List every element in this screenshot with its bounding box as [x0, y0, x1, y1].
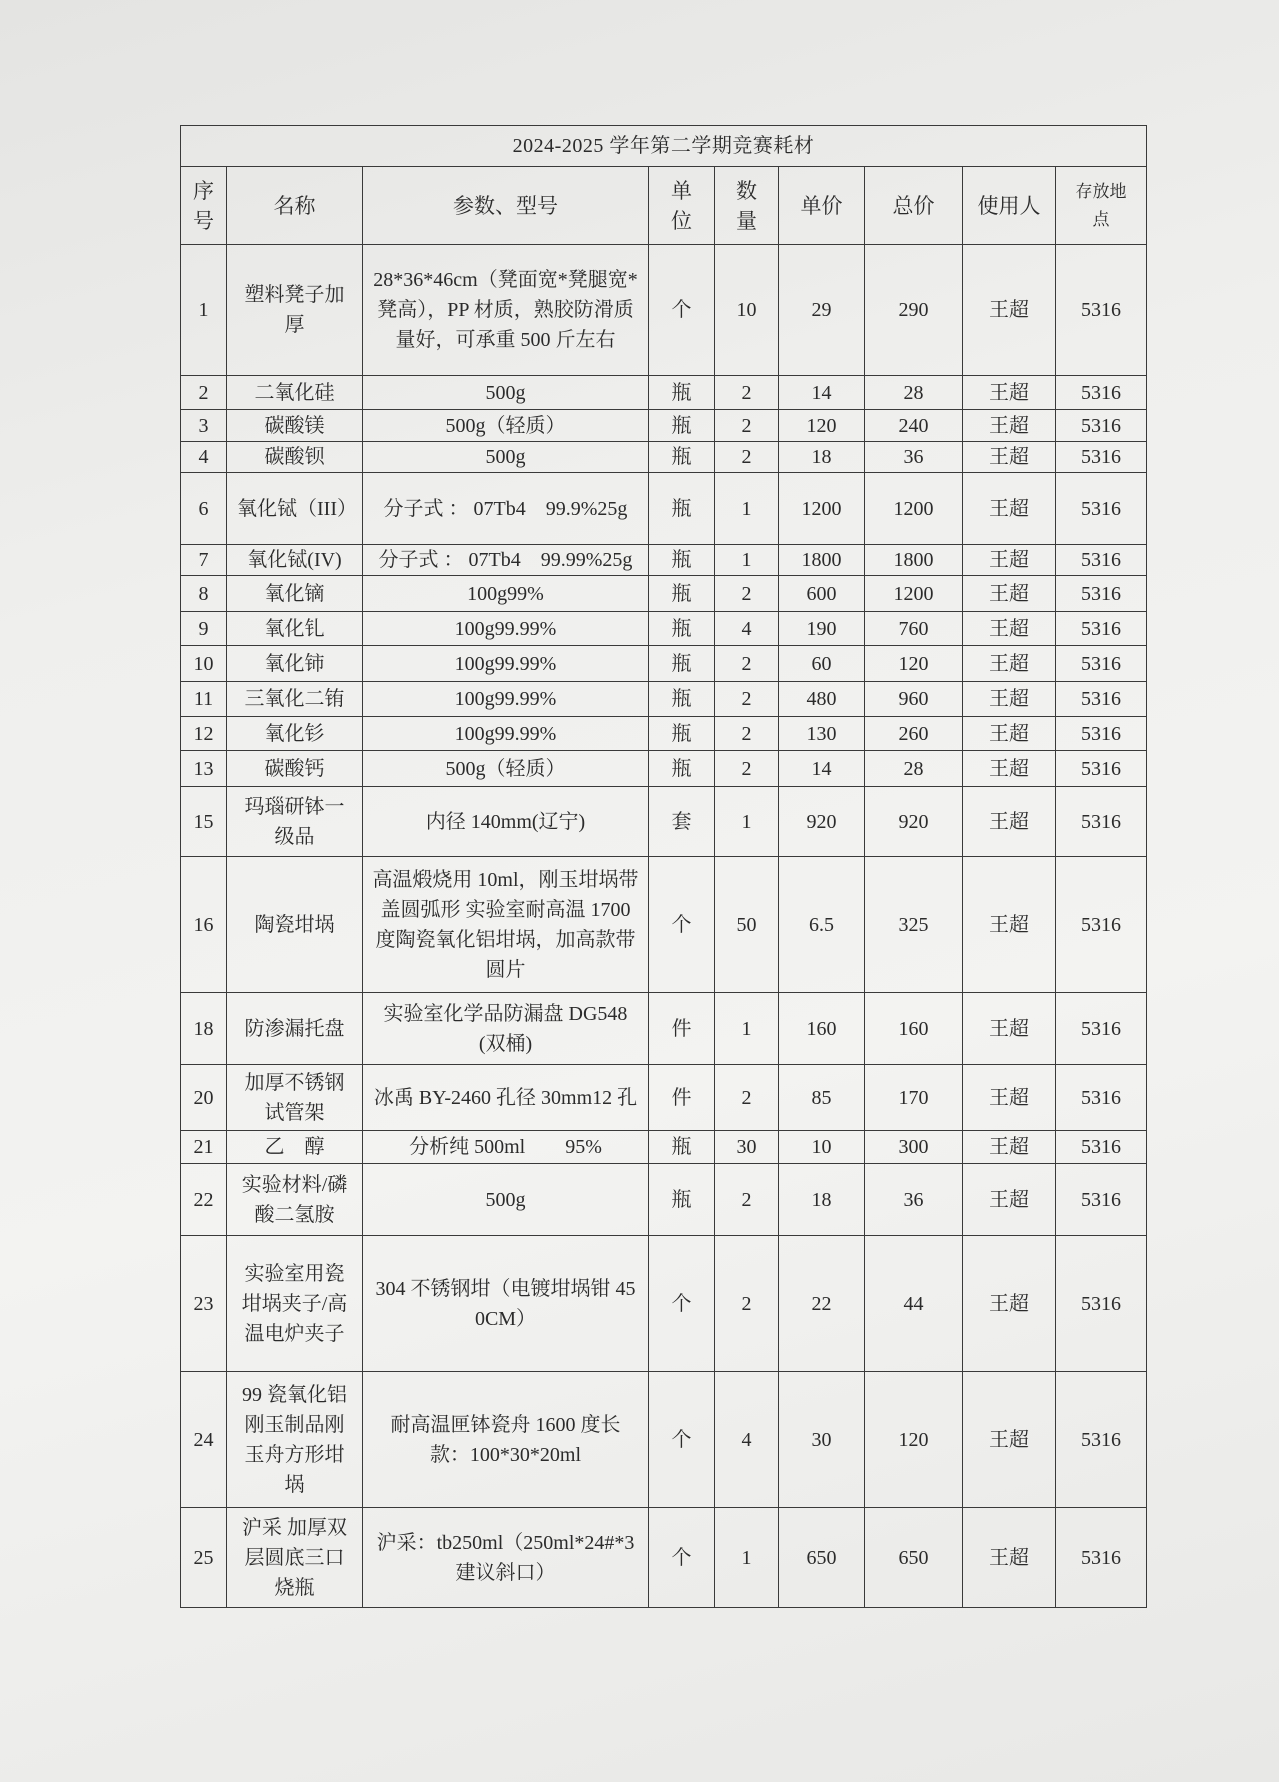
cell-total: 325 [865, 857, 963, 993]
cell-qty: 10 [715, 245, 779, 376]
cell-qty: 2 [715, 1236, 779, 1372]
cell-location: 5316 [1056, 410, 1147, 442]
cell-no: 4 [181, 442, 227, 473]
cell-spec: 内径 140mm(辽宁) [363, 787, 649, 857]
cell-no: 2 [181, 376, 227, 410]
cell-no: 11 [181, 682, 227, 717]
cell-price: 29 [779, 245, 865, 376]
cell-total: 28 [865, 376, 963, 410]
table-row [181, 410, 1147, 442]
cell-price: 30 [779, 1372, 865, 1508]
cell-no: 20 [181, 1065, 227, 1131]
cell-qty: 2 [715, 410, 779, 442]
cell-name: 沪采 加厚双层圆底三口烧瓶 [227, 1508, 363, 1608]
cell-total: 290 [865, 245, 963, 376]
cell-total: 1800 [865, 545, 963, 576]
cell-total: 1200 [865, 473, 963, 545]
cell-price: 120 [779, 410, 865, 442]
cell-location: 5316 [1056, 857, 1147, 993]
cell-user: 王超 [963, 751, 1056, 787]
cell-spec: 分子式 ： 07Tb4 99.99%25g [363, 545, 649, 576]
cell-name: 99 瓷氧化铝刚玉制品刚玉舟方形坩埚 [227, 1372, 363, 1508]
cell-location: 5316 [1056, 473, 1147, 545]
cell-no: 21 [181, 1131, 227, 1164]
cell-unit: 瓶 [649, 1131, 715, 1164]
cell-price: 18 [779, 1164, 865, 1236]
cell-spec: 500g [363, 376, 649, 410]
cell-spec: 500g [363, 1164, 649, 1236]
cell-user: 王超 [963, 717, 1056, 751]
cell-spec: 100g99.99% [363, 646, 649, 682]
cell-no: 16 [181, 857, 227, 993]
cell-unit: 个 [649, 1236, 715, 1372]
cell-user: 王超 [963, 1372, 1056, 1508]
cell-total: 1200 [865, 576, 963, 612]
cell-location: 5316 [1056, 612, 1147, 646]
cell-spec: 分子式 ： 07Tb4 99.9%25g [363, 473, 649, 545]
cell-name: 陶瓷坩埚 [227, 857, 363, 993]
cell-no: 10 [181, 646, 227, 682]
cell-unit: 瓶 [649, 751, 715, 787]
cell-user: 王超 [963, 993, 1056, 1065]
cell-total: 300 [865, 1131, 963, 1164]
header-no-label: 序号 [193, 178, 214, 233]
cell-name: 氧化铽(IV) [227, 545, 363, 576]
cell-location: 5316 [1056, 682, 1147, 717]
cell-location: 5316 [1056, 787, 1147, 857]
cell-qty: 2 [715, 576, 779, 612]
cell-qty: 30 [715, 1131, 779, 1164]
cell-location: 5316 [1056, 576, 1147, 612]
cell-no: 8 [181, 576, 227, 612]
cell-location: 5316 [1056, 245, 1147, 376]
cell-price: 85 [779, 1065, 865, 1131]
cell-unit: 瓶 [649, 473, 715, 545]
cell-qty: 2 [715, 717, 779, 751]
header-location-label: 存放地点 [1075, 181, 1127, 229]
cell-name: 二氧化硅 [227, 376, 363, 410]
cell-unit: 瓶 [649, 612, 715, 646]
cell-total: 28 [865, 751, 963, 787]
cell-no: 1 [181, 245, 227, 376]
cell-name: 实验材料/磷酸二氢胺 [227, 1164, 363, 1236]
cell-spec: 100g99.99% [363, 717, 649, 751]
cell-price: 1800 [779, 545, 865, 576]
cell-price: 14 [779, 751, 865, 787]
cell-price: 190 [779, 612, 865, 646]
cell-price: 10 [779, 1131, 865, 1164]
cell-unit: 个 [649, 245, 715, 376]
cell-name: 碳酸钡 [227, 442, 363, 473]
cell-no: 7 [181, 545, 227, 576]
cell-no: 15 [181, 787, 227, 857]
cell-unit: 件 [649, 993, 715, 1065]
cell-name: 氧化钆 [227, 612, 363, 646]
cell-user: 王超 [963, 1065, 1056, 1131]
cell-user: 王超 [963, 1164, 1056, 1236]
header-qty-label: 数量 [736, 178, 757, 233]
cell-location: 5316 [1056, 993, 1147, 1065]
header-unit [649, 167, 715, 245]
cell-total: 170 [865, 1065, 963, 1131]
cell-total: 240 [865, 410, 963, 442]
header-qty [715, 167, 779, 245]
cell-qty: 4 [715, 612, 779, 646]
header-location [1056, 167, 1147, 245]
cell-unit: 瓶 [649, 376, 715, 410]
cell-name: 氧化铽（III） [227, 473, 363, 545]
cell-unit: 瓶 [649, 442, 715, 473]
cell-total: 160 [865, 993, 963, 1065]
cell-unit: 瓶 [649, 410, 715, 442]
cell-price: 600 [779, 576, 865, 612]
cell-user: 王超 [963, 376, 1056, 410]
cell-location: 5316 [1056, 1131, 1147, 1164]
cell-no: 6 [181, 473, 227, 545]
cell-spec: 100g99.99% [363, 612, 649, 646]
cell-no: 12 [181, 717, 227, 751]
cell-spec: 冰禹 BY-2460 孔径 30mm12 孔 [363, 1065, 649, 1131]
cell-spec: 沪采：tb250ml（250ml*24#*3 建议斜口） [363, 1508, 649, 1608]
cell-qty: 4 [715, 1372, 779, 1508]
cell-user: 王超 [963, 1236, 1056, 1372]
cell-qty: 1 [715, 993, 779, 1065]
cell-qty: 2 [715, 751, 779, 787]
table-row [181, 682, 1147, 717]
cell-user: 王超 [963, 576, 1056, 612]
table-row [181, 545, 1147, 576]
cell-name: 塑料凳子加厚 [227, 245, 363, 376]
table-row [181, 1164, 1147, 1236]
cell-price: 920 [779, 787, 865, 857]
cell-total: 44 [865, 1236, 963, 1372]
cell-location: 5316 [1056, 545, 1147, 576]
cell-spec: 500g（轻质） [363, 410, 649, 442]
cell-qty: 2 [715, 442, 779, 473]
cell-unit: 个 [649, 1508, 715, 1608]
cell-spec: 500g [363, 442, 649, 473]
cell-name: 碳酸钙 [227, 751, 363, 787]
table-row [181, 473, 1147, 545]
table-row [181, 442, 1147, 473]
cell-price: 130 [779, 717, 865, 751]
cell-no: 9 [181, 612, 227, 646]
table-body [181, 245, 1147, 1608]
cell-name: 乙 醇 [227, 1131, 363, 1164]
cell-location: 5316 [1056, 646, 1147, 682]
cell-unit: 套 [649, 787, 715, 857]
cell-user: 王超 [963, 857, 1056, 993]
cell-user: 王超 [963, 682, 1056, 717]
cell-unit: 个 [649, 857, 715, 993]
cell-user: 王超 [963, 545, 1056, 576]
cell-location: 5316 [1056, 1065, 1147, 1131]
cell-price: 650 [779, 1508, 865, 1608]
cell-unit: 瓶 [649, 717, 715, 751]
table-row [181, 1236, 1147, 1372]
cell-qty: 2 [715, 646, 779, 682]
cell-qty: 50 [715, 857, 779, 993]
cell-user: 王超 [963, 245, 1056, 376]
cell-no: 13 [181, 751, 227, 787]
cell-spec: 100g99% [363, 576, 649, 612]
table-row [181, 1065, 1147, 1131]
cell-unit: 瓶 [649, 545, 715, 576]
table-row [181, 646, 1147, 682]
table-title: 2024-2025 学年第二学期竞赛耗材 [181, 126, 1147, 167]
cell-name: 氧化钐 [227, 717, 363, 751]
cell-location: 5316 [1056, 442, 1147, 473]
table-row [181, 376, 1147, 410]
header-no [181, 167, 227, 245]
cell-price: 18 [779, 442, 865, 473]
cell-qty: 1 [715, 545, 779, 576]
cell-user: 王超 [963, 646, 1056, 682]
cell-total: 36 [865, 442, 963, 473]
header-name: 名称 [227, 167, 363, 245]
cell-unit: 件 [649, 1065, 715, 1131]
cell-qty: 1 [715, 1508, 779, 1608]
cell-user: 王超 [963, 473, 1056, 545]
cell-no: 24 [181, 1372, 227, 1508]
cell-name: 碳酸镁 [227, 410, 363, 442]
table-row [181, 612, 1147, 646]
table-title-row [181, 126, 1147, 167]
cell-total: 650 [865, 1508, 963, 1608]
table-row [181, 787, 1147, 857]
table-row [181, 576, 1147, 612]
header-user: 使用人 [963, 167, 1056, 245]
table-row [181, 857, 1147, 993]
cell-unit: 瓶 [649, 1164, 715, 1236]
cell-spec: 100g99.99% [363, 682, 649, 717]
cell-name: 实验室用瓷坩埚夹子/高温电炉夹子 [227, 1236, 363, 1372]
cell-unit: 个 [649, 1372, 715, 1508]
cell-unit: 瓶 [649, 576, 715, 612]
cell-qty: 2 [715, 682, 779, 717]
cell-price: 22 [779, 1236, 865, 1372]
cell-spec: 304 不锈钢坩（电镀坩埚钳 450CM） [363, 1236, 649, 1372]
header-price: 单价 [779, 167, 865, 245]
consumables-sheet [180, 125, 1146, 1608]
table-row [181, 993, 1147, 1065]
cell-total: 120 [865, 646, 963, 682]
cell-no: 23 [181, 1236, 227, 1372]
cell-no: 3 [181, 410, 227, 442]
cell-total: 760 [865, 612, 963, 646]
table-row [181, 245, 1147, 376]
cell-qty: 2 [715, 1164, 779, 1236]
cell-price: 14 [779, 376, 865, 410]
cell-location: 5316 [1056, 1508, 1147, 1608]
cell-total: 960 [865, 682, 963, 717]
table-header-row [181, 167, 1147, 245]
cell-price: 60 [779, 646, 865, 682]
cell-name: 三氧化二铕 [227, 682, 363, 717]
cell-user: 王超 [963, 787, 1056, 857]
cell-price: 160 [779, 993, 865, 1065]
cell-price: 6.5 [779, 857, 865, 993]
cell-name: 加厚不锈钢试管架 [227, 1065, 363, 1131]
cell-spec: 高温煅烧用 10ml，刚玉坩埚带盖圆弧形 实验室耐高温 1700 度陶瓷氧化铝坩埚，加高款带圆片 [363, 857, 649, 993]
table-row [181, 1508, 1147, 1608]
cell-spec: 分析纯 500ml 95% [363, 1131, 649, 1164]
cell-total: 260 [865, 717, 963, 751]
cell-total: 920 [865, 787, 963, 857]
cell-unit: 瓶 [649, 646, 715, 682]
cell-location: 5316 [1056, 1372, 1147, 1508]
cell-user: 王超 [963, 1131, 1056, 1164]
cell-qty: 1 [715, 473, 779, 545]
cell-unit: 瓶 [649, 682, 715, 717]
cell-no: 18 [181, 993, 227, 1065]
table-row [181, 751, 1147, 787]
table-row [181, 717, 1147, 751]
table-row [181, 1131, 1147, 1164]
header-spec: 参数、型号 [363, 167, 649, 245]
cell-qty: 2 [715, 376, 779, 410]
cell-location: 5316 [1056, 1164, 1147, 1236]
cell-spec: 耐高温匣钵瓷舟 1600 度长款：100*30*20ml [363, 1372, 649, 1508]
header-total: 总价 [865, 167, 963, 245]
cell-spec: 28*36*46cm（凳面宽*凳腿宽*凳高），PP 材质，熟胶防滑质量好，可承重 500 斤左右 [363, 245, 649, 376]
table-row [181, 1372, 1147, 1508]
cell-total: 120 [865, 1372, 963, 1508]
cell-user: 王超 [963, 410, 1056, 442]
cell-qty: 2 [715, 1065, 779, 1131]
header-unit-label: 单位 [671, 178, 692, 233]
cell-total: 36 [865, 1164, 963, 1236]
cell-user: 王超 [963, 1508, 1056, 1608]
cell-no: 22 [181, 1164, 227, 1236]
cell-no: 25 [181, 1508, 227, 1608]
cell-name: 防渗漏托盘 [227, 993, 363, 1065]
cell-spec: 实验室化学品防漏盘 DG548(双桶) [363, 993, 649, 1065]
cell-location: 5316 [1056, 1236, 1147, 1372]
cell-user: 王超 [963, 612, 1056, 646]
cell-name: 氧化铈 [227, 646, 363, 682]
cell-spec: 500g（轻质） [363, 751, 649, 787]
cell-name: 玛瑙研钵一级品 [227, 787, 363, 857]
cell-price: 1200 [779, 473, 865, 545]
cell-user: 王超 [963, 442, 1056, 473]
cell-location: 5316 [1056, 376, 1147, 410]
cell-price: 480 [779, 682, 865, 717]
cell-qty: 1 [715, 787, 779, 857]
consumables-table [180, 125, 1147, 1608]
cell-location: 5316 [1056, 751, 1147, 787]
cell-name: 氧化镝 [227, 576, 363, 612]
cell-location: 5316 [1056, 717, 1147, 751]
